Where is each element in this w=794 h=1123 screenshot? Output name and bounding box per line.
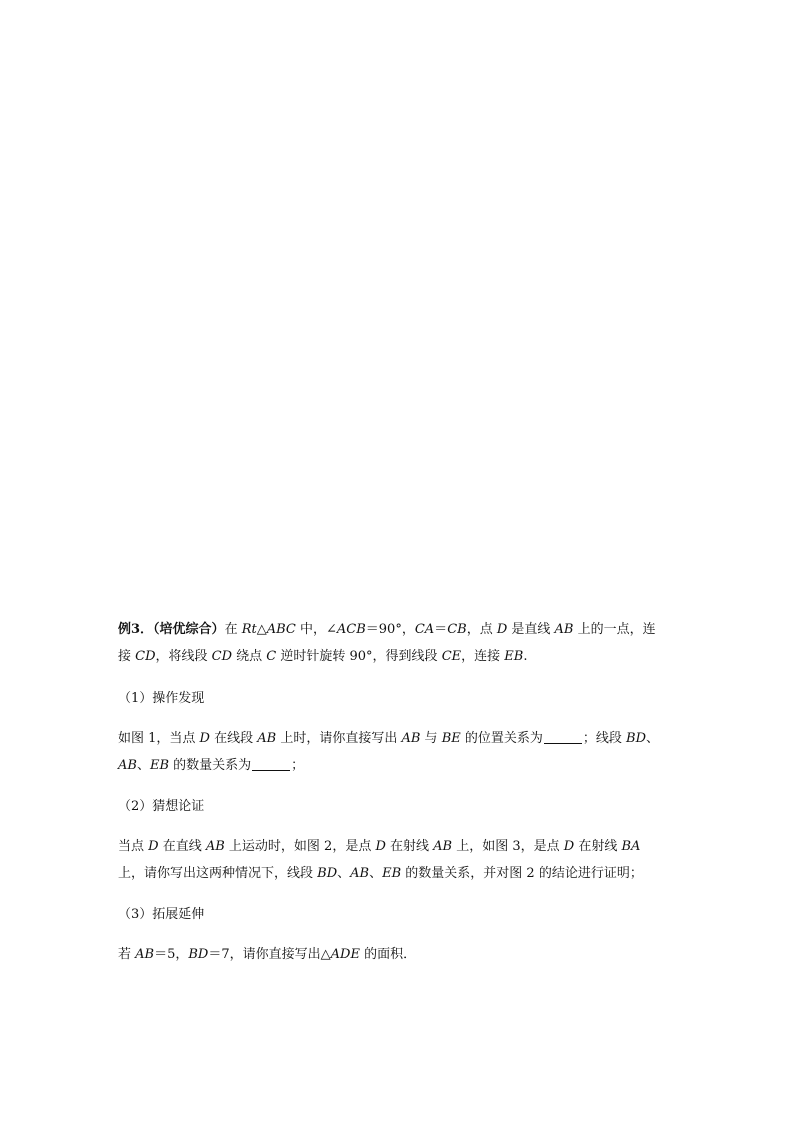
math-symbol: BD xyxy=(317,866,338,881)
text-run: 、 xyxy=(136,758,150,773)
text-run: 、 xyxy=(646,731,660,746)
text-run: 上时，请你直接写出 xyxy=(276,731,402,746)
part1-heading: （1）操作发现 xyxy=(118,691,205,706)
math-symbol: BD xyxy=(626,731,646,746)
part1-line-1 xyxy=(118,729,678,749)
math-symbol: D xyxy=(375,839,386,854)
text-run: 上的一点，连 xyxy=(573,622,656,637)
text-run: 的数量关系，并对图 2 的结论进行证明； xyxy=(401,866,643,881)
text-run: ，将线段 xyxy=(155,649,212,664)
text-run: ； xyxy=(291,758,305,773)
text-run: . xyxy=(523,649,528,664)
part2-line-1 xyxy=(118,837,678,857)
math-symbol: C xyxy=(266,649,277,664)
math-symbol: BE xyxy=(441,731,461,746)
math-symbol: ADE xyxy=(330,947,360,962)
math-symbol: D xyxy=(563,839,575,854)
text-run: 在射线 xyxy=(385,839,434,854)
math-symbol: CE xyxy=(441,649,462,664)
math-symbol: AB xyxy=(554,622,574,637)
text-run: 的位置关系为 xyxy=(460,731,543,746)
text-run: 、 xyxy=(337,866,351,881)
text-run: 中，∠ xyxy=(295,622,337,637)
text-run: 的数量关系为 xyxy=(169,758,252,773)
math-symbol: D xyxy=(199,731,210,746)
answer-blank xyxy=(544,730,582,744)
part3-line-1 xyxy=(118,945,678,965)
text-run: 若 xyxy=(118,947,136,962)
text-run: 、 xyxy=(369,866,383,881)
math-symbol: CD xyxy=(211,649,233,664)
math-symbol: CA xyxy=(414,622,435,637)
text-run: ＝ xyxy=(434,622,448,637)
text-run: 的面积． xyxy=(359,947,417,962)
part1-line-2 xyxy=(118,756,678,776)
part2-heading: （2）猜想论证 xyxy=(118,799,205,814)
math-symbol: Rt xyxy=(241,622,257,637)
text-run: 在 xyxy=(224,622,242,637)
math-symbol: AB xyxy=(401,731,421,746)
stem-runs-1 xyxy=(225,622,656,637)
math-symbol: D xyxy=(496,622,508,637)
text-run: 是直线 xyxy=(507,622,555,637)
math-symbol: D xyxy=(148,839,159,854)
text-run: ；线段 xyxy=(582,731,627,746)
text-run: 在直线 xyxy=(158,839,206,854)
text-run: 逆时针旋转 90°，得到线段 xyxy=(276,649,442,664)
math-symbol: CB xyxy=(447,622,467,637)
text-run: 接 xyxy=(118,649,136,664)
problem-stem-line-2 xyxy=(118,647,678,667)
text-run: ＝90°， xyxy=(365,622,415,637)
problem-tag: （培优综合） xyxy=(153,622,225,637)
text-run: 上运动时，如图 2，是点 xyxy=(224,839,376,854)
text-run: 上，请你写出这两种情况下，线段 xyxy=(118,866,318,881)
text-run: 在线段 xyxy=(209,731,258,746)
text-run: 上，如图 3，是点 xyxy=(452,839,564,854)
text-run: 与 xyxy=(420,731,442,746)
text-run: ，连接 xyxy=(461,649,505,664)
text-run: 绕点 xyxy=(232,649,267,664)
math-symbol: EB xyxy=(149,758,170,773)
math-symbol: EB xyxy=(504,649,524,664)
math-symbol: EB xyxy=(382,866,402,881)
math-symbol: AB xyxy=(205,839,225,854)
text-run: 在射线 xyxy=(574,839,622,854)
text-run: ，点 xyxy=(466,622,497,637)
text-run: 当点 xyxy=(118,839,149,854)
math-symbol: BA xyxy=(621,839,641,854)
math-symbol: BD xyxy=(188,947,209,962)
math-symbol: AB xyxy=(257,731,277,746)
math-symbol: AB xyxy=(433,839,453,854)
text-run: 如图 1，当点 xyxy=(118,731,200,746)
math-symbol: AB xyxy=(118,758,137,773)
part3-heading: （3）拓展延伸 xyxy=(118,907,205,922)
text-run: ＝5， xyxy=(154,947,189,962)
math-symbol: ABC xyxy=(266,622,296,637)
math-symbol: AB xyxy=(350,866,370,881)
math-symbol: AB xyxy=(135,947,155,962)
part2-line-2 xyxy=(118,864,678,884)
problem-label: 例3． xyxy=(118,622,154,637)
text-run: △ xyxy=(256,622,267,637)
math-symbol: ACB xyxy=(336,622,366,637)
math-symbol: CD xyxy=(135,649,156,664)
answer-blank xyxy=(252,757,290,771)
problem-stem-line-1 xyxy=(118,620,678,640)
text-run: ＝7，请你直接写出△ xyxy=(208,947,331,962)
